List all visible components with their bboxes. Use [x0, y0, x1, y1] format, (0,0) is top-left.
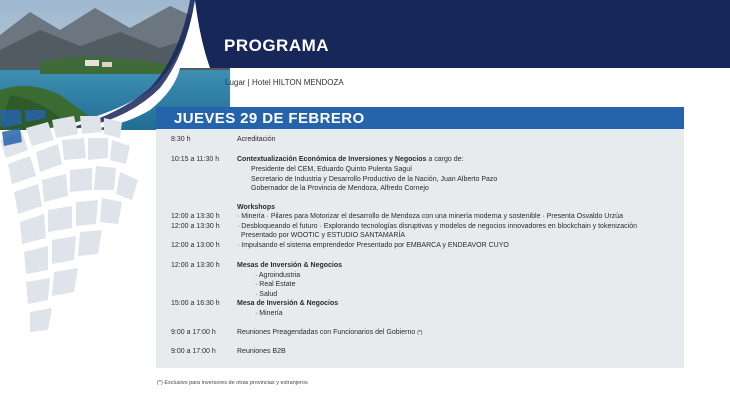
workshop-item: · Minería · Pilares para Motorizar el desarrollo de Mendoza con una minería moderna y sostenible · Presenta Osvaldo Urzúa: [237, 213, 623, 220]
speaker: Gobernador de la Provincia de Mendoza, Alfredo Cornejo: [251, 185, 429, 192]
page-title: PROGRAMA: [224, 36, 330, 55]
schedule-text: Reuniones Preagendadas con Funcionarios del Gobierno: [237, 329, 416, 336]
schedule-time: 8:30 h: [171, 136, 191, 143]
session-title: Contextualización Económica de Inversiones y Negocios: [237, 156, 427, 163]
day-header: [156, 107, 684, 129]
workshops-title: Workshops: [237, 204, 275, 211]
venue-label: Lugar | Hotel HILTON MENDOZA: [225, 78, 344, 87]
schedule-time: 10:15 a 11:30 h: [171, 156, 220, 163]
schedule-time: 12:00 a 13:00 h: [171, 242, 220, 249]
schedule-time: 9:00 a 17:00 h: [171, 329, 216, 336]
schedule-text: Acreditación: [237, 136, 276, 143]
workshop-item: · Desbloqueando el futuro · Explorando tecnologías disruptivas y modelos de negocios innovadores en blockchain y tokenización: [237, 223, 638, 230]
list-item: · Minería: [255, 310, 283, 317]
schedule-time: 12:00 a 13:30 h: [171, 262, 220, 269]
workshop-presenter: Presentado por WOOTIC y ESTUDIO SANTAMARÍA: [241, 232, 406, 239]
session-title: Mesa de Inversión & Negocios: [237, 300, 339, 307]
footnote: (*) Exclusivo para inversores de otras provincias y extranjeros: [157, 380, 308, 386]
footnote-mark: (*): [417, 330, 423, 336]
schedule-entry: [237, 328, 422, 338]
speaker: Secretario de Industria y Desarrollo Productivo de la Nación, Juan Alberto Pazo: [251, 176, 498, 183]
schedule-time: 12:00 a 13:30 h: [171, 213, 220, 220]
workshop-item: · Impulsando el sistema emprendedor Presentado por EMBARCA y ENDEAVOR CUYO: [237, 242, 509, 249]
schedule-time: 12:00 a 13:30 h: [171, 223, 220, 230]
schedule-entry: [237, 155, 463, 164]
schedule-time: 15:00 a 16:30 h: [171, 300, 220, 307]
list-item: · Real Estate: [255, 281, 296, 288]
speaker: Presidente del CEM, Eduardo Quinto Pulenta Saguí: [251, 166, 413, 173]
session-title: Mesas de Inversión & Negocios: [237, 262, 343, 269]
session-suffix: a cargo de:: [426, 156, 464, 163]
day-title: JUEVES 29 DE FEBRERO: [174, 110, 365, 127]
schedule-time: 9:00 a 17:00 h: [171, 348, 216, 355]
list-item: · Salud: [255, 291, 278, 298]
list-item: · Agroindustria: [255, 272, 301, 279]
schedule-text: Reuniones B2B: [237, 348, 286, 355]
